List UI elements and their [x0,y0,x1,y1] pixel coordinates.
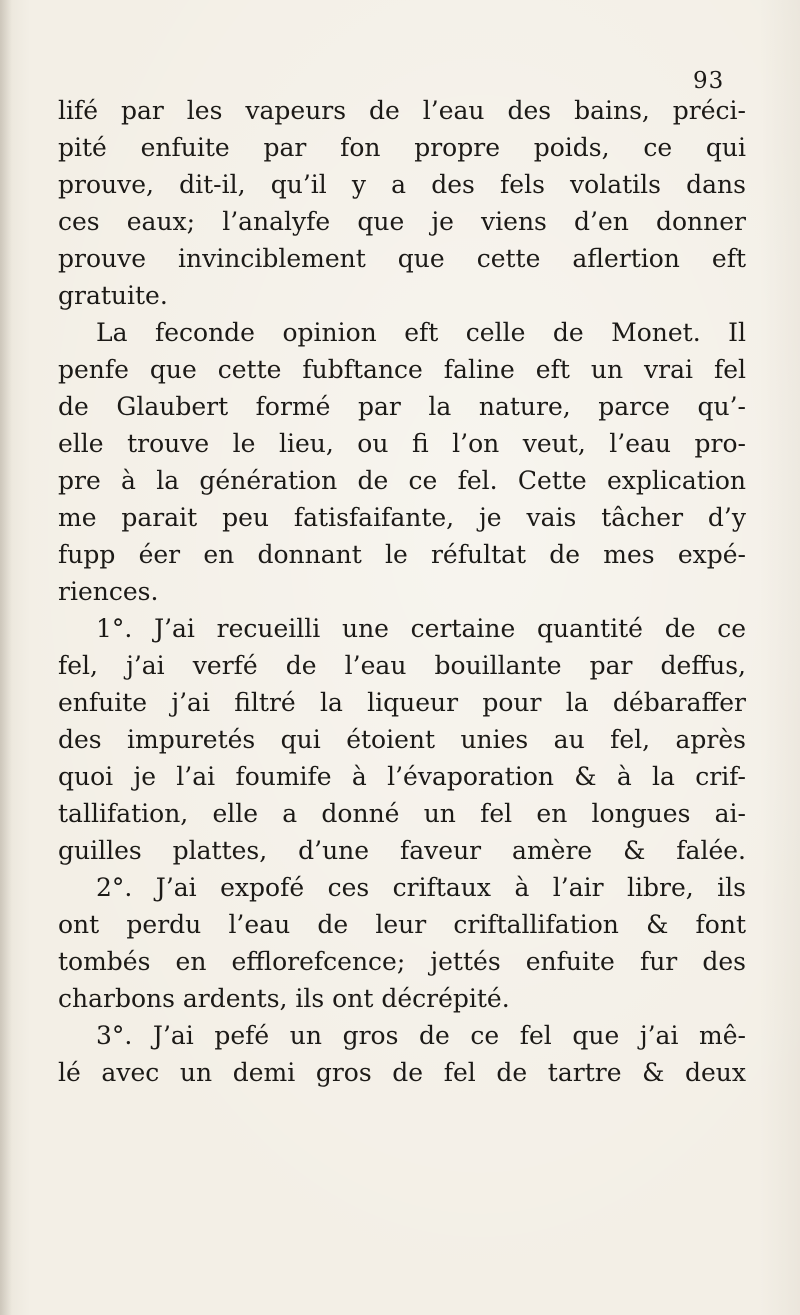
text-line: enfuite j’ai filtré la liqueur pour la débaraffer [58,688,746,717]
text-line: quoi je l’ai foumife à l’évaporation & à la crif- [58,762,746,791]
text-line: riences. [58,577,159,606]
text-line: ces eaux; l’analyfe que je viens d’en donner [58,207,746,236]
text-line: 1°. J’ai recueilli une certaine quantité de ce [96,614,746,643]
text-line: gratuite. [58,281,168,310]
page-gutter-shadow [0,0,12,1315]
text-line: lifé par les vapeurs de l’eau des bains, préci- [58,96,746,125]
body-text [58,92,746,1091]
text-line: tombés en efflorefcence; jettés enfuite fur des [58,947,746,976]
text-line: La feconde opinion eft celle de Monet. Il [96,318,746,347]
text-line: ont perdu l’eau de leur criftallifation & font [58,910,746,939]
text-line: 3°. J’ai pefé un gros de ce fel que j’ai mê- [96,1021,746,1050]
text-line: prouve invinciblement que cette aflertion eft [58,244,746,273]
text-line: fel, j’ai verfé de l’eau bouillante par deffus, [58,651,746,680]
text-line: lé avec un demi gros de fel de tartre & deux [58,1058,746,1087]
text-line: me parait peu fatisfaifante, je vais tâcher d’y [58,503,746,532]
text-line: des impuretés qui étoient unies au fel, après [58,725,746,754]
page-number: 93 [693,68,725,94]
text-line: guilles plattes, d’une faveur amère & falée. [58,836,746,865]
text-line: pité enfuite par fon propre poids, ce qui [58,133,746,162]
text-line: prouve, dit-il, qu’il y a des fels volatils dans [58,170,746,199]
text-line: 2°. J’ai expofé ces criftaux à l’air libre, ils [96,873,746,902]
text-line: tallifation, elle a donné un fel en longues ai- [58,799,746,828]
text-line: penfe que cette fubftance faline eft un vrai fel [58,355,746,384]
text-line: pre à la génération de ce fel. Cette explication [58,466,746,495]
text-line: charbons ardents, ils ont décrépité. [58,984,510,1013]
text-line: fupp éer en donnant le réfultat de mes expé- [58,540,746,569]
text-line: de Glaubert formé par la nature, parce qu’- [58,392,746,421]
text-line: elle trouve le lieu, ou fi l’on veut, l’eau pro- [58,429,746,458]
